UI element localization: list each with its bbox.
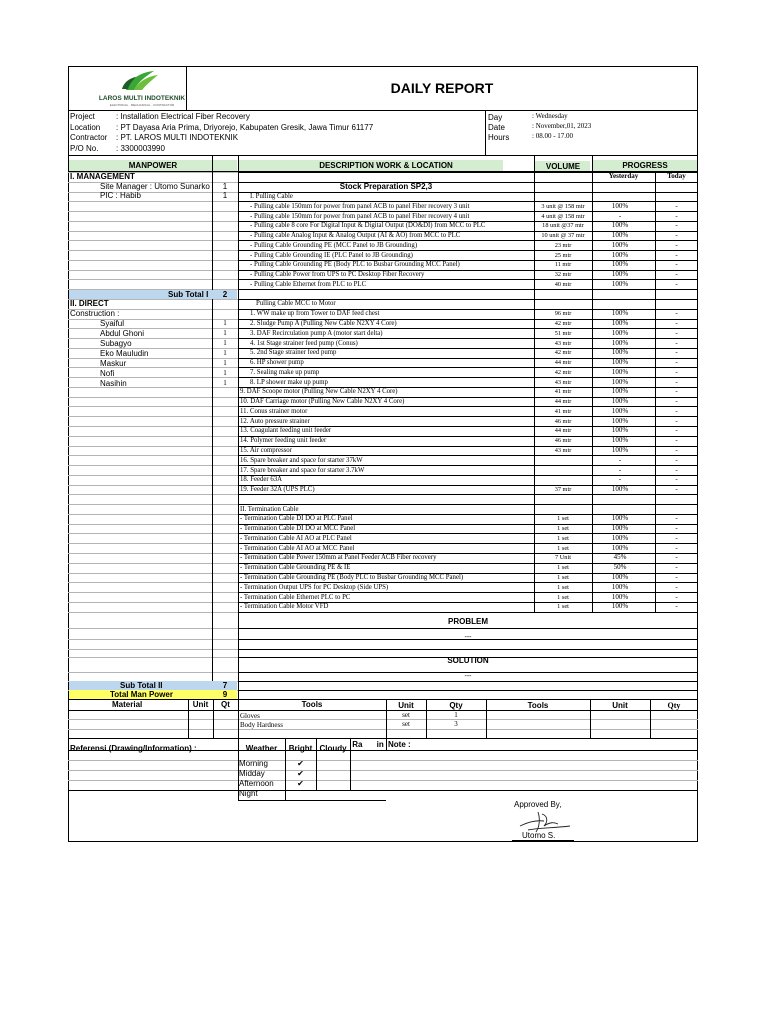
hours-value: : 08.00 - 17.00 [532,132,574,140]
work-description: 13. Coagulant feeding unit feeder [240,427,332,434]
work-volume: 43 mtr [554,379,572,386]
work-description: - Termination Cable Grounding PE & IE [240,564,351,571]
progress-yesterday: - [618,456,622,464]
weather-label: Weather [245,744,278,753]
subtotal1-label: Sub Total I [168,290,209,299]
company-tagline: ELECTRICAL · MECHANICAL · CONTRACTOR [109,103,175,107]
tools-unit-label: Unit [398,701,414,710]
manager-name: Site Manager : Utomo Sunarko [100,182,210,191]
progress-yesterday: 100% [611,251,629,259]
work-volume: 1 set [557,564,569,571]
progress-yesterday: 100% [611,280,629,288]
work-description: 4. 1st Stage strainer feed pump (Conus) [250,340,358,347]
work-volume: 1 set [557,603,569,610]
progress-yesterday: 100% [611,485,629,493]
progress-yesterday: 100% [611,241,629,249]
progress-today: - [675,348,678,356]
progress-today: - [675,446,678,454]
progress-yesterday: 100% [611,397,629,405]
progress-today: - [675,524,678,532]
worker-name: Eko Mauludin [100,349,149,358]
progress-today: - [675,358,678,366]
work-volume: 44 mtr [554,427,572,434]
solution-text: --- [464,673,472,680]
progress-yesterday: 50% [613,563,627,571]
worker-qty: 1 [223,339,227,347]
col-manpower: MANPOWER [128,161,178,170]
progress-today: - [675,397,678,405]
subtotal1-value: 2 [222,290,228,299]
col-description: DESCRIPTION WORK & LOCATION [319,161,453,170]
po-label: P/O No. [70,144,99,153]
project-value: : Installation Electrical Fiber Recovery [116,112,250,121]
progress-yesterday: 100% [611,602,629,610]
work-description: - Termination Cable AI AO at MCC Panel [240,545,355,552]
reference-label: Referensi (Drawing/Information) : [70,744,197,753]
management-title: I. MANAGEMENT [70,172,135,181]
work-volume: 43 mtr [554,340,572,347]
bright-label: Bright [288,744,313,753]
work-description: 18. Feeder 63A [240,476,283,483]
work-volume: 46 mtr [554,418,572,425]
work-volume: 40 mtr [554,281,572,288]
work-description: 17. Spare breaker and space for starter 3.7kW [240,467,365,474]
col-progress: PROGRESS [622,161,668,170]
work-description: 1. WW make up from Tower to DAF feed chest [250,310,380,317]
work-volume: 37 mtr [554,486,572,493]
work-description: - Termination Cable Motor VFD [240,603,329,610]
date-label: Date [488,123,505,132]
progress-today: - [675,329,678,337]
work-description: 14. Polymer feeding unit feeder [240,437,327,444]
worker-qty: 1 [223,359,227,367]
work-description: - Pulling Cable Power from UPS to PC Desktop Fiber Recovery [250,271,425,278]
work-volume: 7 Unit [555,554,571,561]
col-today: Today [667,172,686,180]
total-label: Total Man Power [110,690,173,699]
work-volume: 41 mtr [554,388,572,395]
progress-yesterday: 100% [611,407,629,415]
work-description: 9. DAF Scoope motor (Pulling New Cable N2XY 4 Core) [240,388,398,395]
progress-today: - [675,319,678,327]
work-description: 6. HP shower pump [250,359,304,366]
work-description: 8. LP shower make up pump [250,379,328,386]
worker-qty: 1 [223,329,227,337]
work-volume: 25 mtr [554,252,572,259]
tools2-unit-label: Unit [612,701,628,710]
progress-today: - [675,251,678,259]
work-description: - Pulling Cable Grounding IE (PLC Panel to JB Grounding) [250,252,413,259]
progress-yesterday: 100% [611,339,629,347]
work-volume: 18 unit @37 mtr [542,222,584,229]
work-description: - Pulling Cable Ethernet from PLC to PLC [250,281,367,288]
work-volume: 44 mtr [554,359,572,366]
work-volume: 3 unit @ 158 mtr [541,203,585,210]
work-volume: 43 mtr [554,447,572,454]
tool-body-hardness: Body Hardness [240,721,283,729]
progress-yesterday: 100% [611,378,629,386]
worker-name: Nasihin [100,379,127,388]
weather-period: Midday [239,769,265,778]
tool-gloves-qty: 1 [454,711,458,719]
work-description: Pulling Cable MCC to Motor [256,300,336,307]
progress-today: - [675,514,678,522]
progress-today: - [675,231,678,239]
work-description: 16. Spare breaker and space for starter 37kW [240,457,363,464]
progress-yesterday: 100% [611,417,629,425]
work-description: - Termination Cable DI DO at MCC Panel [240,525,356,532]
construction-label: Construction : [70,309,120,318]
progress-yesterday: 100% [611,583,629,591]
pic-name: PIC : Habib [100,191,141,200]
location-value: : PT Dayasa Aria Prima, Driyorejo, Kabupaten Gresik, Jawa Timur 61177 [116,123,374,132]
progress-today: - [675,426,678,434]
work-volume: 1 set [557,535,569,542]
weather-period: Afternoon [239,779,274,788]
hours-label: Hours [488,133,510,142]
work-description: - Pulling Cable Grounding PE (MCC Panel to JB Grounding) [250,242,418,249]
weather-period: Night [239,789,258,798]
work-description: - Termination Cable Power 150mm at Panel Feeder ACB Fiber recovery [240,554,437,561]
progress-yesterday: 100% [611,358,629,366]
project-label: Project [70,112,95,121]
weather-bright-check: ✔ [297,769,304,778]
work-description: - Termination Cable Ethernet PLC to PC [240,594,351,601]
progress-yesterday: - [618,466,622,474]
progress-today: - [675,456,678,464]
work-description: 15. Air compressor [240,447,292,454]
worker-name: Abdul Ghoni [100,329,145,338]
progress-today: - [675,378,678,386]
cloudy-label: Cloudy [319,744,347,753]
work-volume: 42 mtr [554,320,572,327]
company-logo [96,68,188,108]
tool-gloves: Gloves [240,712,260,720]
col-yesterday: Yesterday [608,172,639,180]
logo-leaf-icon [96,68,188,94]
work-volume: 1 set [557,574,569,581]
progress-today: - [675,221,678,229]
progress-today: - [675,368,678,376]
progress-yesterday: 100% [611,524,629,532]
work-description: 2. Sludge Pump A (Pulling New Cable N2XY 4 Core) [250,320,397,327]
progress-yesterday: 100% [611,368,629,376]
subtotal2-value: 7 [222,681,228,690]
tool-gloves-unit: set [402,711,410,719]
progress-yesterday: 100% [611,348,629,356]
work-volume: 51 mtr [554,330,572,337]
work-volume: 44 mtr [554,398,572,405]
progress-today: - [675,553,678,561]
progress-today: - [675,339,678,347]
work-description: - Pulling Cable Grounding PE (Body PLC to Busbar Grounding MCC Panel) [250,261,460,268]
work-volume: 1 set [557,584,569,591]
tools-label: Tools [301,700,323,709]
report-title: DAILY REPORT [390,80,494,96]
work-volume: 1 set [557,545,569,552]
work-volume: 42 mtr [554,349,572,356]
tool-body-hardness-unit: set [402,720,410,728]
work-description: - Pulling cable 150mm for power from panel ACB to panel Fiber recovery 3 unit [250,203,470,210]
progress-today: - [675,270,678,278]
company-name: LAROS MULTI INDOTEKNIK [98,95,186,102]
progress-today: - [675,475,678,483]
work-volume: 42 mtr [554,369,572,376]
work-description: - Pulling cable Analog Input & Analog Output (AI & AO) from MCC to PLC [250,232,461,239]
progress-today: - [675,212,678,220]
progress-today: - [675,544,678,552]
progress-today: - [675,417,678,425]
progress-today: - [675,602,678,610]
worker-qty: 1 [223,319,227,327]
day-label: Day [488,113,503,122]
progress-yesterday: 100% [611,387,629,395]
progress-yesterday: 100% [611,514,629,522]
progress-today: - [675,583,678,591]
work-description: 3. DAF Recirculation pump A (motor start delta) [250,330,383,337]
total-value: 9 [222,690,228,699]
progress-today: - [675,387,678,395]
worker-qty: 1 [223,379,227,387]
work-description: 5. 2nd Stage strainer feed pump [250,349,337,356]
section-title: Stock Preparation SP2,3 [339,182,433,191]
direct-title: II. DIRECT [70,299,109,308]
progress-today: - [675,593,678,601]
rain-label: Ra in [352,740,384,749]
work-volume: 41 mtr [554,408,572,415]
work-description: II. Termination Cable [240,506,299,513]
work-description: 11. Conus strainer motor [240,408,308,415]
progress-yesterday: 100% [611,309,629,317]
work-description: 7. Sealing make up pump [250,369,320,376]
progress-yesterday: 100% [611,260,629,268]
progress-yesterday: 100% [611,573,629,581]
progress-today: - [675,485,678,493]
progress-today: - [675,573,678,581]
worker-name: Maskur [100,359,127,368]
contractor-value: : PT. LAROS MULTI INDOTEKNIK [116,133,239,142]
progress-yesterday: 100% [611,319,629,327]
progress-yesterday: 100% [611,436,629,444]
progress-yesterday: 100% [611,426,629,434]
work-description: - Termination Cable Grounding PE (Body PLC to Busbar Grounding MCC Panel) [240,574,464,581]
progress-yesterday: 100% [611,329,629,337]
work-volume: 46 mtr [554,437,572,444]
progress-yesterday: - [618,475,622,483]
work-description: I. Pulling Cable [250,193,293,200]
work-description: - Pulling cable 150mm for power from panel ACB to panel Fiber recovery 4 unit [250,213,470,220]
weather-bright-check: ✔ [297,779,304,788]
weather-period: Morning [239,759,268,768]
progress-yesterday: 100% [611,221,629,229]
work-description: 10. DAF Carriage motor (Pulling New Cable N2XY 4 Core) [240,398,405,405]
worker-qty: 1 [223,369,227,377]
manager-qty: 1 [222,182,228,191]
work-description: - Termination Cable AI AO at PLC Panel [240,535,352,542]
work-volume: 23 mtr [554,242,572,249]
work-volume: 10 unit @ 37 mtr [541,232,585,239]
day-value: : Wednesday [532,112,568,120]
subtotal2-label: Sub Total II [120,681,163,690]
progress-today: - [675,241,678,249]
progress-today: - [675,534,678,542]
progress-yesterday: 45% [613,553,627,561]
work-volume: 96 mtr [554,310,572,317]
progress-today: - [675,280,678,288]
progress-today: - [675,436,678,444]
tools2-qty-label: Qty [667,701,681,710]
po-value: : 3300003990 [116,144,165,153]
progress-yesterday: 100% [611,593,629,601]
material-unit-label: Unit [192,700,209,709]
work-volume: 11 mtr [554,261,572,268]
work-description: 12. Auto pressure strainer [240,418,310,425]
progress-yesterday: 100% [611,270,629,278]
work-description: 19. Feeder 32A (UPS PLC) [240,486,315,493]
work-volume: 32 mtr [554,271,572,278]
progress-yesterday: - [618,212,622,220]
tools2-label: Tools [527,701,549,710]
work-volume: 1 set [557,594,569,601]
work-description: - Pulling cable 8 core For Digital Input & Digital Output (DO&DI) from MCC to PLC [250,222,486,229]
approved-label: Approved By, [514,800,562,809]
progress-yesterday: 100% [611,231,629,239]
progress-today: - [675,563,678,571]
work-volume: 4 unit @ 158 mtr [541,213,585,220]
progress-today: - [675,260,678,268]
subtotal1-row [69,290,237,299]
work-description: - Termination Output UPS for PC Desktop (Side UPS) [240,584,389,591]
worker-qty: 1 [223,349,227,357]
work-description: - Termination Cable DI DO at PLC Panel [240,515,353,522]
worker-name: Syaiful [100,319,125,328]
work-volume: 1 set [557,515,569,522]
worker-name: Nofi [100,369,115,378]
approver-name: Utomo S. [522,831,556,840]
problem-title: PROBLEM [448,617,488,626]
date-value: : November,01, 2023 [532,122,592,130]
progress-yesterday: 100% [611,202,629,210]
solution-title: SOLUTION [447,656,489,665]
pic-qty: 1 [222,191,228,200]
worker-name: Subagyo [100,339,132,348]
progress-today: - [675,309,678,317]
col-volume: VOLUME [545,162,581,171]
progress-today: - [675,202,678,210]
problem-text: --- [464,634,472,641]
progress-yesterday: 100% [611,544,629,552]
location-label: Location [70,123,101,132]
weather-bright-check: ✔ [297,759,304,768]
progress-yesterday: 100% [611,534,629,542]
work-volume: 1 set [557,525,569,532]
progress-today: - [675,407,678,415]
tools-qty-label: Qty [449,701,463,710]
progress-yesterday: 100% [611,446,629,454]
tool-body-hardness-qty: 3 [454,720,458,728]
progress-today: - [675,466,678,474]
material-label: Material [112,700,143,709]
contractor-label: Contractor [70,133,108,142]
note-label: Note : [388,740,411,749]
material-qty-label: Qt [221,700,230,709]
